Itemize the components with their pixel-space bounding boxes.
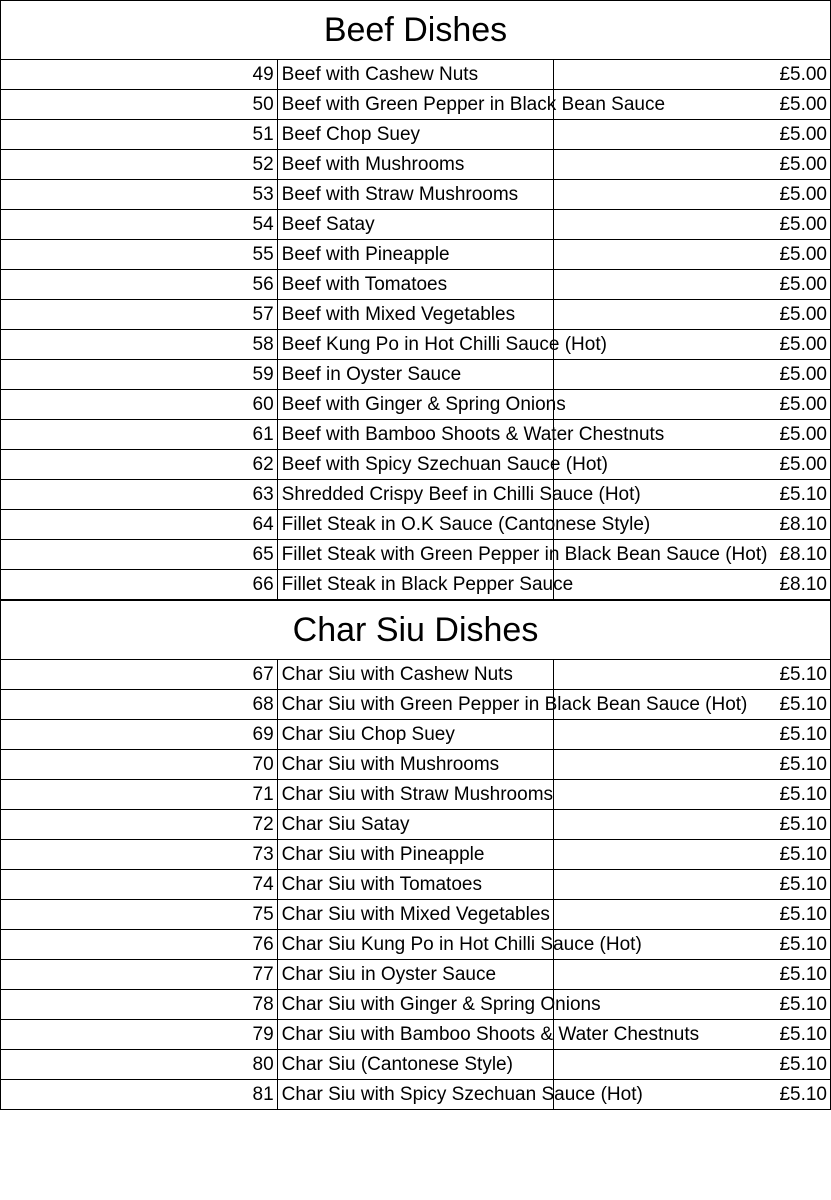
item-number: 50 [1, 90, 278, 120]
menu-row [1, 90, 831, 120]
item-name: Beef with Pineapple [277, 240, 554, 270]
item-name: Shredded Crispy Beef in Chilli Sauce (Hot) [277, 480, 554, 510]
item-number: 58 [1, 330, 278, 360]
menu-row [1, 180, 831, 210]
item-price: £5.00 [554, 420, 831, 450]
item-name: Beef with Ginger & Spring Onions [277, 390, 554, 420]
item-name: Char Siu with Ginger & Spring Onions [277, 990, 554, 1020]
item-name: Beef with Cashew Nuts [277, 60, 554, 90]
menu-row [1, 810, 831, 840]
item-price: £5.00 [554, 240, 831, 270]
item-number: 59 [1, 360, 278, 390]
menu-row [1, 390, 831, 420]
item-number: 57 [1, 300, 278, 330]
item-price: £5.10 [554, 690, 831, 720]
menu-row [1, 540, 831, 570]
item-price: £5.00 [554, 360, 831, 390]
item-number: 62 [1, 450, 278, 480]
item-name: Beef with Bamboo Shoots & Water Chestnuts [277, 420, 554, 450]
item-name: Fillet Steak in Black Pepper Sauce [277, 570, 554, 600]
item-number: 79 [1, 1020, 278, 1050]
item-name: Char Siu with Cashew Nuts [277, 660, 554, 690]
item-name: Fillet Steak with Green Pepper in Black Bean Sauce (Hot) [277, 540, 554, 570]
menu-row [1, 1080, 831, 1110]
item-name: Beef with Tomatoes [277, 270, 554, 300]
item-price: £5.10 [554, 660, 831, 690]
menu-row [1, 870, 831, 900]
item-number: 72 [1, 810, 278, 840]
item-number: 53 [1, 180, 278, 210]
item-name: Beef Satay [277, 210, 554, 240]
item-number: 80 [1, 1050, 278, 1080]
item-name: Char Siu with Tomatoes [277, 870, 554, 900]
item-price: £5.10 [554, 840, 831, 870]
item-price: £5.10 [554, 930, 831, 960]
menu-row [1, 120, 831, 150]
item-price: £5.00 [554, 120, 831, 150]
item-price: £5.10 [554, 480, 831, 510]
item-number: 61 [1, 420, 278, 450]
item-price: £5.00 [554, 90, 831, 120]
item-price: £5.10 [554, 990, 831, 1020]
item-number: 75 [1, 900, 278, 930]
menu-row [1, 780, 831, 810]
item-price: £5.00 [554, 390, 831, 420]
item-price: £5.10 [554, 960, 831, 990]
menu-row [1, 960, 831, 990]
item-number: 71 [1, 780, 278, 810]
item-number: 67 [1, 660, 278, 690]
item-number: 64 [1, 510, 278, 540]
item-number: 81 [1, 1080, 278, 1110]
menu-row [1, 570, 831, 600]
item-number: 70 [1, 750, 278, 780]
item-price: £8.10 [554, 510, 831, 540]
menu-row [1, 990, 831, 1020]
item-number: 78 [1, 990, 278, 1020]
item-price: £5.00 [554, 450, 831, 480]
item-number: 65 [1, 540, 278, 570]
item-name: Beef Chop Suey [277, 120, 554, 150]
item-number: 68 [1, 690, 278, 720]
item-name: Char Siu with Straw Mushrooms [277, 780, 554, 810]
section-title: Beef Dishes [1, 1, 831, 60]
item-number: 74 [1, 870, 278, 900]
item-number: 63 [1, 480, 278, 510]
item-name: Beef with Mixed Vegetables [277, 300, 554, 330]
menu-row [1, 450, 831, 480]
item-price: £5.00 [554, 270, 831, 300]
menu-row [1, 330, 831, 360]
item-number: 60 [1, 390, 278, 420]
item-name: Char Siu with Green Pepper in Black Bean Sauce (Hot) [277, 690, 554, 720]
item-price: £5.10 [554, 1020, 831, 1050]
item-name: Char Siu with Pineapple [277, 840, 554, 870]
menu-row [1, 240, 831, 270]
menu-section [0, 600, 831, 1110]
item-number: 49 [1, 60, 278, 90]
menu-row [1, 720, 831, 750]
menu-row [1, 930, 831, 960]
menu-row [1, 150, 831, 180]
item-number: 77 [1, 960, 278, 990]
menu-row [1, 690, 831, 720]
item-name: Char Siu Satay [277, 810, 554, 840]
item-name: Char Siu Kung Po in Hot Chilli Sauce (Hot) [277, 930, 554, 960]
menu-row [1, 420, 831, 450]
item-name: Fillet Steak in O.K Sauce (Cantonese Style) [277, 510, 554, 540]
item-number: 73 [1, 840, 278, 870]
item-number: 56 [1, 270, 278, 300]
menu-row [1, 660, 831, 690]
item-name: Char Siu with Mixed Vegetables [277, 900, 554, 930]
item-price: £8.10 [554, 570, 831, 600]
menu-row [1, 480, 831, 510]
item-name: Char Siu Chop Suey [277, 720, 554, 750]
item-name: Char Siu with Mushrooms [277, 750, 554, 780]
item-name: Beef with Green Pepper in Black Bean Sauce [277, 90, 554, 120]
menu-row [1, 270, 831, 300]
item-number: 76 [1, 930, 278, 960]
item-name: Char Siu in Oyster Sauce [277, 960, 554, 990]
item-price: £5.00 [554, 60, 831, 90]
item-price: £5.10 [554, 870, 831, 900]
item-name: Char Siu with Spicy Szechuan Sauce (Hot) [277, 1080, 554, 1110]
item-price: £5.00 [554, 300, 831, 330]
item-number: 55 [1, 240, 278, 270]
item-name: Char Siu with Bamboo Shoots & Water Chestnuts [277, 1020, 554, 1050]
item-name: Char Siu (Cantonese Style) [277, 1050, 554, 1080]
item-number: 52 [1, 150, 278, 180]
item-price: £5.00 [554, 150, 831, 180]
menu-row [1, 1020, 831, 1050]
item-price: £5.00 [554, 180, 831, 210]
item-price: £5.00 [554, 210, 831, 240]
item-name: Beef with Mushrooms [277, 150, 554, 180]
menu-row [1, 300, 831, 330]
menu-row [1, 900, 831, 930]
item-price: £5.10 [554, 780, 831, 810]
item-price: £5.10 [554, 750, 831, 780]
menu-row [1, 60, 831, 90]
menu-row [1, 210, 831, 240]
section-title: Char Siu Dishes [1, 601, 831, 660]
item-name: Beef in Oyster Sauce [277, 360, 554, 390]
item-number: 66 [1, 570, 278, 600]
item-name: Beef with Spicy Szechuan Sauce (Hot) [277, 450, 554, 480]
menu-row [1, 510, 831, 540]
menu-row [1, 750, 831, 780]
item-price: £5.10 [554, 900, 831, 930]
item-number: 51 [1, 120, 278, 150]
item-price: £5.10 [554, 1050, 831, 1080]
item-price: £8.10 [554, 540, 831, 570]
item-price: £5.10 [554, 1080, 831, 1110]
menu-row [1, 840, 831, 870]
menu-row [1, 360, 831, 390]
menu-row [1, 1050, 831, 1080]
item-price: £5.10 [554, 720, 831, 750]
item-name: Beef with Straw Mushrooms [277, 180, 554, 210]
item-number: 69 [1, 720, 278, 750]
item-price: £5.10 [554, 810, 831, 840]
item-name: Beef Kung Po in Hot Chilli Sauce (Hot) [277, 330, 554, 360]
item-number: 54 [1, 210, 278, 240]
item-price: £5.00 [554, 330, 831, 360]
